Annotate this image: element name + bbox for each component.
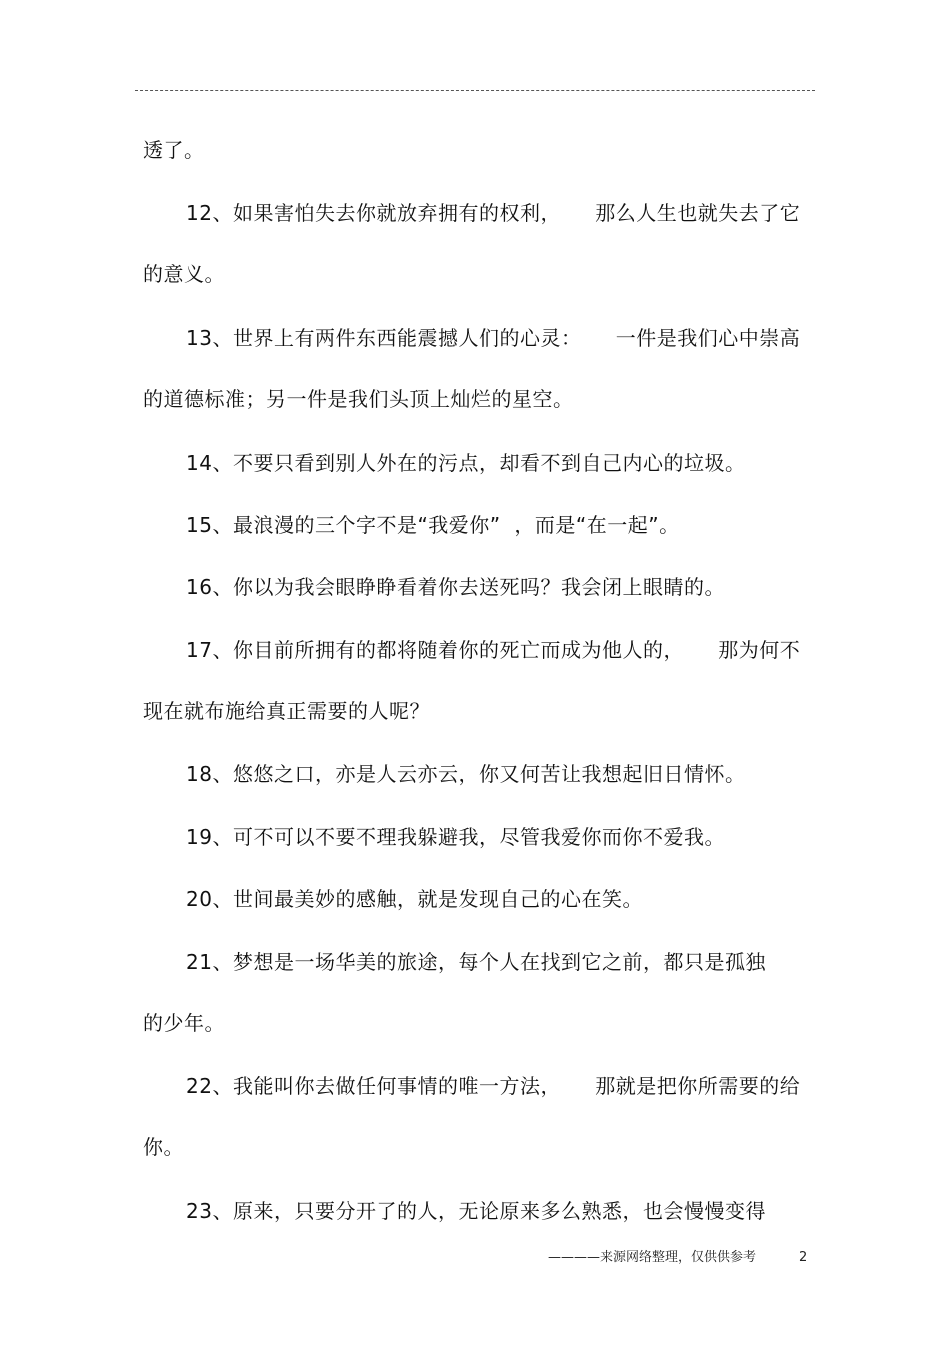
text-line-13: 20、世间最美妙的感触，就是发现自己的心在笑。 [186,887,643,911]
header-divider [135,90,815,91]
footer-source-note: ————来源网络整理，仅供供参考 [548,1250,757,1265]
text-line-15: 的少年。 [143,1011,225,1035]
text-line-2: 12、如果害怕失去你就放弃拥有的权利， 那么人生也就失去了它 [186,201,801,225]
text-line-1: 透了。 [143,138,205,162]
text-line-12: 19、可不可以不要不理我躲避我，尽管我爱你而你不爱我。 [186,825,725,849]
text-line-14: 21、梦想是一场华美的旅途，每个人在找到它之前，都只是孤独 [186,950,766,974]
text-line-17: 你。 [143,1135,184,1159]
text-line-10: 现在就布施给真正需要的人呢？ [143,699,430,723]
text-line-8: 16、你以为我会眼睁睁看着你去送死吗？我会闭上眼睛的。 [186,575,725,599]
text-line-9: 17、你目前所拥有的都将随着你的死亡而成为他人的， 那为何不 [186,638,801,662]
page-number: 2 [799,1250,808,1265]
text-line-3: 的意义。 [143,262,225,286]
text-line-11: 18、悠悠之口，亦是人云亦云，你又何苦让我想起旧日情怀。 [186,762,746,786]
text-line-16: 22、我能叫你去做任何事情的唯一方法， 那就是把你所需要的给 [186,1074,801,1098]
text-line-4: 13、世界上有两件东西能震撼人们的心灵： 一件是我们心中崇高 [186,326,801,350]
text-line-5: 的道德标准；另一件是我们头顶上灿烂的星空。 [143,387,574,411]
text-line-6: 14、不要只看到别人外在的污点，却看不到自己内心的垃圾。 [186,451,746,475]
text-line-18: 23、原来，只要分开了的人，无论原来多么熟悉，也会慢慢变得 [186,1199,766,1223]
text-line-7: 15、最浪漫的三个字不是“我爱你” ，而是“在一起”。 [186,513,680,537]
